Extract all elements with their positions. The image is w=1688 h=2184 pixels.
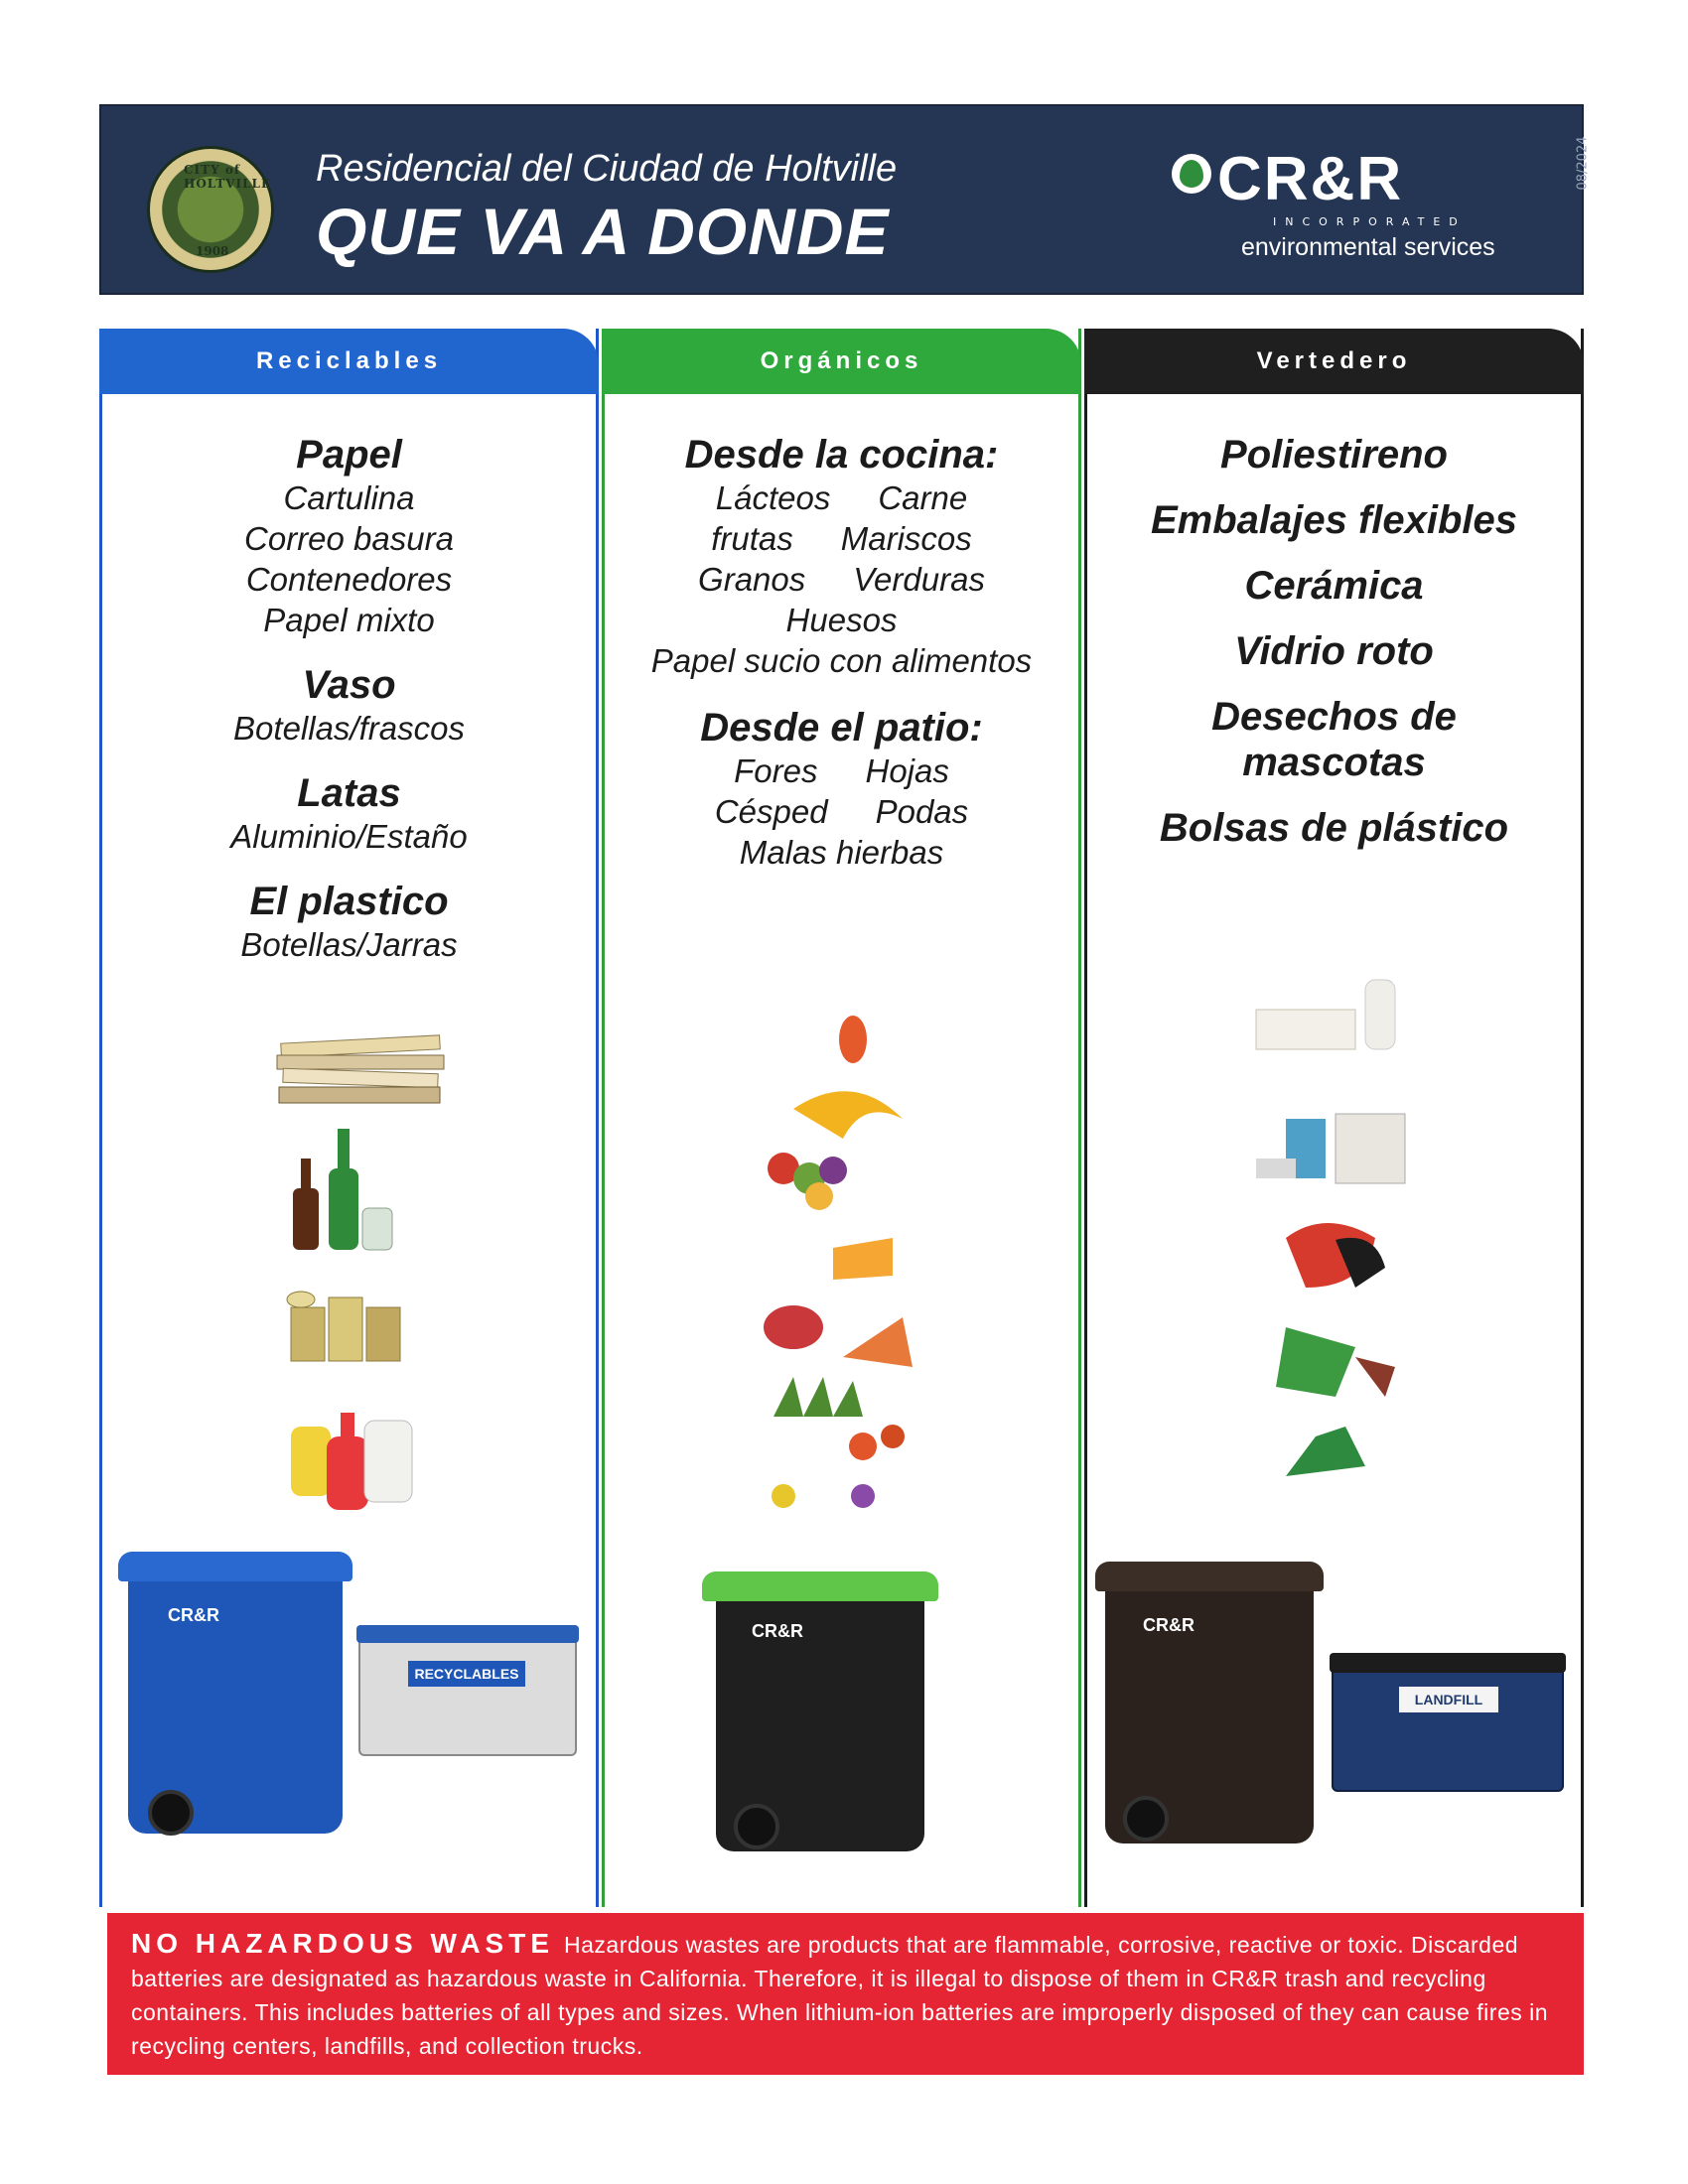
organics-illustrations — [754, 1000, 952, 1526]
yard-item: Césped — [714, 793, 828, 830]
landfill-item: Vidrio roto — [1234, 629, 1434, 673]
column-header-organics: Orgánicos — [602, 329, 1081, 394]
kitchen-title: Desde la cocina: — [684, 433, 999, 477]
landfill-illustrations — [1246, 970, 1435, 1496]
column-organics — [602, 329, 1081, 1907]
styrofoam-icon — [1256, 980, 1395, 1049]
group-title: Vaso — [302, 663, 396, 707]
group-plastico — [102, 879, 596, 965]
brown-landfill-cart — [1105, 1575, 1314, 1843]
yard-row — [605, 751, 1078, 791]
paper-stack-icon — [277, 1035, 444, 1103]
yard-title: Desde el patio: — [700, 706, 983, 750]
landfill-item: Embalajes flexibles — [1150, 498, 1518, 542]
kitchen-item: frutas — [711, 520, 793, 557]
group-latas — [102, 770, 596, 857]
banana-peel-icon — [793, 1091, 903, 1139]
cheese-icon — [833, 1238, 893, 1280]
yard-item: Fores — [734, 752, 818, 789]
landfill-dumpster — [1332, 1665, 1564, 1792]
group-item: Aluminio/Estaño — [230, 818, 468, 855]
header-subtitle: Residencial del Ciudad de Holtville — [316, 148, 898, 190]
kitchen-item: Granos — [698, 561, 806, 598]
cart-brand: CR&R — [1143, 1615, 1195, 1635]
yard-item: Hojas — [865, 752, 949, 789]
green-lid-organics-cart — [716, 1585, 924, 1851]
group-item: Botellas/Jarras — [240, 926, 458, 963]
column-landfill — [1084, 329, 1584, 1907]
cart-lid — [702, 1571, 938, 1601]
recycling-dumpster — [358, 1635, 577, 1756]
kitchen-item: Lácteos — [715, 479, 831, 516]
kitchen-row — [605, 478, 1078, 518]
wheel-icon — [148, 1790, 194, 1836]
landfill-item: Desechos de mascotas — [1211, 695, 1457, 784]
group-item: Botellas/frascos — [233, 710, 465, 747]
broken-glass-icon — [1276, 1327, 1395, 1397]
cart-lid — [118, 1552, 352, 1581]
landfill-item: Bolsas de plástico — [1159, 806, 1509, 850]
pet-waste-bag-icon — [1286, 1427, 1365, 1476]
group-title: Latas — [297, 771, 401, 815]
column-header-landfill: Vertedero — [1084, 329, 1584, 394]
group-item: Correo basura — [244, 520, 454, 557]
kitchen-item: Huesos — [785, 602, 898, 638]
cart-brand: CR&R — [168, 1605, 219, 1625]
kitchen-item: Carne — [878, 479, 968, 516]
plastic-jugs-icon — [291, 1413, 412, 1510]
kitchen-row — [605, 518, 1078, 559]
wheel-icon — [1123, 1796, 1169, 1842]
group-item: Cartulina — [283, 479, 415, 516]
flyer — [99, 104, 1591, 2075]
cart-brand: CR&R — [752, 1621, 803, 1641]
hazard-warning — [107, 1913, 1584, 2075]
group-item: Contenedores — [245, 561, 453, 598]
seal-top-text: CITY of HOLTVILLE — [184, 163, 272, 191]
brand-tagline: environmental services — [1241, 233, 1495, 261]
hazard-text: Hazardous wastes are products that are flammable, corrosive, reactive or toxic. Discarded batteries are designated as hazardous waste in California. Therefore, it is illegal to dispose of them in CR&R trash and recycling containers. This includes batteries of all types and sizes. When lithium-ion batteries are improperly disposed of they can cause fires in recycling centers, landfills, and collection trucks. — [131, 1932, 1549, 2059]
brand-logo: CR&R — [1217, 145, 1404, 213]
dumpster-label: LANDFILL — [1399, 1687, 1498, 1712]
seal-year: 1908 — [196, 244, 229, 258]
cans-icon — [287, 1292, 400, 1361]
leaves-icon — [849, 1425, 905, 1460]
recyclables-illustrations — [271, 1020, 450, 1546]
hazard-title: NO HAZARDOUS WASTE — [131, 1928, 554, 1959]
city-seal-icon — [147, 146, 274, 273]
flowers-icon — [772, 1484, 875, 1508]
fish-icon — [843, 1317, 913, 1367]
column-header-recyclables: Reciclables — [99, 329, 599, 394]
yard-row — [605, 791, 1078, 832]
yard-item: Malas hierbas — [739, 834, 944, 871]
landfill-item: Cerámica — [1244, 564, 1424, 608]
page-title: QUE VA A DONDE — [316, 195, 890, 268]
meat-icon — [764, 1305, 823, 1349]
group-item: Papel mixto — [263, 602, 435, 638]
cart-lid — [1095, 1562, 1324, 1591]
vegetables-icon — [768, 1153, 847, 1210]
group-title: Papel — [296, 433, 402, 477]
dumpster-label: RECYCLABLES — [408, 1661, 525, 1687]
kitchen-row — [605, 559, 1078, 600]
group-papel — [102, 432, 596, 640]
apple-core-icon — [839, 1016, 867, 1063]
kitchen-item: Verduras — [853, 561, 985, 598]
grass-icon — [774, 1377, 863, 1417]
group-title: El plastico — [249, 880, 449, 923]
kitchen-item: Papel sucio con alimentos — [650, 642, 1033, 679]
kitchen-item: Mariscos — [840, 520, 972, 557]
broken-ceramic-icon — [1286, 1223, 1385, 1288]
leaf-icon — [1172, 154, 1211, 194]
column-recyclables — [99, 329, 599, 1907]
header-banner — [99, 104, 1591, 295]
landfill-item: Poliestireno — [1220, 433, 1448, 477]
glass-bottles-icon — [293, 1129, 392, 1250]
date-stamp: 08/2024 — [1575, 136, 1591, 191]
group-vaso — [102, 662, 596, 749]
wheel-icon — [734, 1804, 779, 1849]
brand-inc: INCORPORATED — [1273, 215, 1467, 228]
yard-item: Podas — [875, 793, 969, 830]
blue-recycling-cart — [128, 1566, 343, 1834]
flexible-packaging-icon — [1256, 1114, 1405, 1183]
